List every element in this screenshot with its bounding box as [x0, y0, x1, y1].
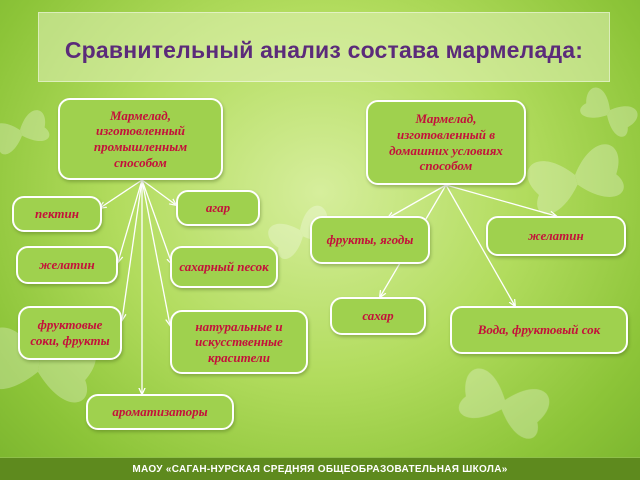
connector-colorants [142, 180, 170, 325]
connector-gelatin-right [446, 185, 556, 216]
node-homemade-label: Мармелад, изготовленный в домашних условиях способом [389, 111, 503, 174]
footer-text: МАОУ «САГАН-НУРСКАЯ СРЕДНЯЯ ОБЩЕОБРАЗОВАТЕЛЬНАЯ ШКОЛА» [132, 463, 508, 475]
node-gelatin-right [486, 216, 626, 256]
connector-gelatin-left [118, 180, 142, 262]
node-gelatin-left-label: желатин [39, 257, 95, 273]
connector-fruits-berries [388, 185, 446, 218]
node-sugar-label: сахар [362, 308, 394, 324]
node-fruits-berries-label: фрукты, ягоды [326, 232, 414, 248]
node-sugar-sand [170, 246, 278, 288]
node-fruit-juices-label: фруктовые соки, фрукты [30, 317, 110, 348]
footer-bar [0, 457, 640, 480]
node-industrial-label: Мармелад, изготовленный промышленным способом [93, 107, 188, 170]
node-sugar-sand-label: сахарный песок [179, 259, 269, 275]
node-water-juice [450, 306, 628, 354]
node-water-juice-label: Вода, фруктовый сок [477, 322, 601, 338]
node-gelatin-right-label: желатин [528, 228, 584, 244]
node-colorants-label: натуральные и искусственные красители [195, 318, 283, 365]
node-pectin [12, 196, 102, 232]
node-sugar [330, 297, 426, 335]
node-fruits-berries [310, 216, 430, 264]
node-gelatin-left [16, 246, 118, 284]
connector-fruit-juices [122, 180, 142, 320]
connector-sugar-sand [142, 180, 172, 264]
node-pectin-label: пектин [35, 206, 79, 222]
page-title: Сравнительный анализ состава мармелада: [64, 37, 584, 63]
node-flavorings [86, 394, 234, 430]
node-industrial [58, 98, 223, 180]
node-agar-label: агар [205, 200, 231, 216]
node-colorants [170, 310, 308, 374]
node-homemade [366, 100, 526, 185]
node-fruit-juices [18, 306, 122, 360]
node-agar [176, 190, 260, 226]
node-flavorings-label: ароматизаторы [112, 404, 208, 420]
